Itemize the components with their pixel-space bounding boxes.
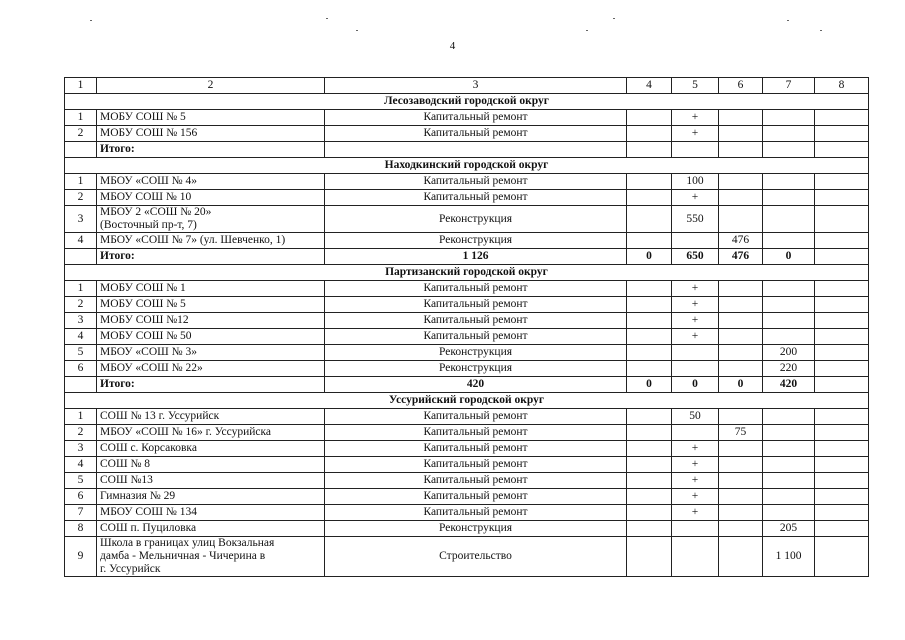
- col-4-value: [627, 174, 672, 190]
- total-sum: 1 126: [325, 249, 627, 265]
- table-row: [65, 206, 869, 233]
- school-name: МОБУ СОШ № 5: [97, 110, 325, 126]
- col-5-value: 100: [672, 174, 719, 190]
- section-header-row: [65, 393, 869, 409]
- col-8-value: [815, 425, 869, 441]
- total-label: Итого:: [97, 142, 325, 158]
- school-name: МОБУ СОШ № 1: [97, 281, 325, 297]
- table-row: [65, 313, 869, 329]
- work-type: Капитальный ремонт: [325, 313, 627, 329]
- col-7-value: [763, 126, 815, 142]
- row-number: 9: [65, 537, 97, 577]
- name-line: МБОУ 2 «СОШ № 20»: [100, 206, 212, 218]
- school-name: МБОУ СОШ № 10: [97, 190, 325, 206]
- work-type: Капитальный ремонт: [325, 425, 627, 441]
- row-number: 3: [65, 206, 97, 233]
- col-7-value: [763, 110, 815, 126]
- table-row: [65, 281, 869, 297]
- row-number: 7: [65, 505, 97, 521]
- col-4-value: [627, 190, 672, 206]
- row-number: 2: [65, 190, 97, 206]
- row-number: 6: [65, 361, 97, 377]
- col-5-value: 50: [672, 409, 719, 425]
- work-type: Реконструкция: [325, 233, 627, 249]
- col-7-value: [763, 505, 815, 521]
- school-name: СОШ № 8: [97, 457, 325, 473]
- work-type: Капитальный ремонт: [325, 126, 627, 142]
- col-5-value: +: [672, 505, 719, 521]
- col-5-value: +: [672, 457, 719, 473]
- col-7-value: [763, 489, 815, 505]
- row-number: 1: [65, 281, 97, 297]
- section-header-row: [65, 265, 869, 281]
- col-4-value: [627, 297, 672, 313]
- header-cell: 7: [763, 78, 815, 94]
- row-number: 2: [65, 297, 97, 313]
- col-7-value: [763, 425, 815, 441]
- col-4-value: [627, 110, 672, 126]
- col-4-value: [627, 473, 672, 489]
- work-type: Реконструкция: [325, 521, 627, 537]
- section-title: Уссурийский городской округ: [65, 393, 869, 409]
- col-5-value: +: [672, 190, 719, 206]
- school-name: СОШ № 13 г. Уссурийск: [97, 409, 325, 425]
- col-6-value: [719, 361, 763, 377]
- col-7-value: 205: [763, 521, 815, 537]
- col-8-value: [815, 126, 869, 142]
- table-row: [65, 174, 869, 190]
- row-number: 4: [65, 457, 97, 473]
- section-title: Лесозаводский городской округ: [65, 94, 869, 110]
- col-5-value: [672, 361, 719, 377]
- col-6-value: [719, 110, 763, 126]
- section-header-row: [65, 158, 869, 174]
- table-row: [65, 233, 869, 249]
- col-4-value: [627, 489, 672, 505]
- total-label: Итого:: [97, 377, 325, 393]
- row-number: 3: [65, 313, 97, 329]
- col-5-value: +: [672, 297, 719, 313]
- school-name: МБОУ «СОШ № 22»: [97, 361, 325, 377]
- col-6-value: [719, 345, 763, 361]
- col-4-value: [627, 233, 672, 249]
- col-7-value: [763, 281, 815, 297]
- col-4-value: [627, 537, 672, 577]
- col-6-value: [719, 206, 763, 233]
- col-4-value: [627, 361, 672, 377]
- work-type: Капитальный ремонт: [325, 329, 627, 345]
- col-7-value: [763, 174, 815, 190]
- col-7-value: [763, 206, 815, 233]
- school-name: СОШ п. Пуциловка: [97, 521, 325, 537]
- col-4-value: [627, 409, 672, 425]
- col-6-value: [719, 313, 763, 329]
- school-name: МБОУ «СОШ № 4»: [97, 174, 325, 190]
- col-7-value: 220: [763, 361, 815, 377]
- col-4-value: [627, 329, 672, 345]
- col-6-value: [719, 537, 763, 577]
- table-row: [65, 297, 869, 313]
- work-type: Реконструкция: [325, 361, 627, 377]
- total-col-5: 0: [672, 377, 719, 393]
- row-number: 2: [65, 425, 97, 441]
- total-row: [65, 377, 869, 393]
- work-type: Капитальный ремонт: [325, 110, 627, 126]
- col-4-value: [627, 345, 672, 361]
- col-8-value: [815, 174, 869, 190]
- header-cell: 4: [627, 78, 672, 94]
- school-name: [97, 537, 325, 577]
- school-name: СОШ с. Корсаковка: [97, 441, 325, 457]
- work-type: Капитальный ремонт: [325, 441, 627, 457]
- col-4-value: [627, 126, 672, 142]
- school-works-table: [64, 77, 869, 577]
- col-7-value: [763, 329, 815, 345]
- col-5-value: +: [672, 473, 719, 489]
- header-row: [65, 78, 869, 94]
- col-5-value: [672, 233, 719, 249]
- total-col-4: 0: [627, 377, 672, 393]
- total-col-6: 476: [719, 249, 763, 265]
- col-5-value: +: [672, 110, 719, 126]
- col-7-value: [763, 233, 815, 249]
- total-col-6: [719, 142, 763, 158]
- section-title: Партизанский городской округ: [65, 265, 869, 281]
- row-number: [65, 249, 97, 265]
- table-row: [65, 537, 869, 577]
- col-7-value: [763, 190, 815, 206]
- row-number: 4: [65, 329, 97, 345]
- table-row: [65, 457, 869, 473]
- table-row: [65, 505, 869, 521]
- col-4-value: [627, 281, 672, 297]
- total-col-7: 0: [763, 249, 815, 265]
- col-7-value: [763, 297, 815, 313]
- table-row: [65, 126, 869, 142]
- page-number: 4: [449, 40, 456, 52]
- col-5-value: [672, 345, 719, 361]
- col-8-value: [815, 110, 869, 126]
- total-row: [65, 142, 869, 158]
- school-name: МБОУ «СОШ № 16» г. Уссурийска: [97, 425, 325, 441]
- total-col-6: 0: [719, 377, 763, 393]
- header-cell: 8: [815, 78, 869, 94]
- school-name: [97, 206, 325, 233]
- school-name: МБОУ «СОШ № 7» (ул. Шевченко, 1): [97, 233, 325, 249]
- table-row: [65, 190, 869, 206]
- col-4-value: [627, 521, 672, 537]
- work-type: Капитальный ремонт: [325, 281, 627, 297]
- total-sum: [325, 142, 627, 158]
- school-name: МБОУ СОШ № 134: [97, 505, 325, 521]
- col-7-value: [763, 473, 815, 489]
- work-type: Реконструкция: [325, 206, 627, 233]
- col-6-value: [719, 126, 763, 142]
- school-name: МБОУ «СОШ № 3»: [97, 345, 325, 361]
- work-type: Реконструкция: [325, 345, 627, 361]
- total-col-7: [763, 142, 815, 158]
- col-8-value: [815, 233, 869, 249]
- col-5-value: +: [672, 281, 719, 297]
- col-6-value: [719, 489, 763, 505]
- col-6-value: 476: [719, 233, 763, 249]
- total-col-8: [815, 249, 869, 265]
- name-line: г. Уссурийск: [100, 563, 161, 575]
- col-5-value: [672, 537, 719, 577]
- col-8-value: [815, 281, 869, 297]
- row-number: 1: [65, 174, 97, 190]
- work-type: Капитальный ремонт: [325, 489, 627, 505]
- row-number: 4: [65, 233, 97, 249]
- table-row: [65, 473, 869, 489]
- col-6-value: [719, 473, 763, 489]
- header-cell: 1: [65, 78, 97, 94]
- col-4-value: [627, 457, 672, 473]
- col-5-value: 550: [672, 206, 719, 233]
- total-col-5: 650: [672, 249, 719, 265]
- row-number: 3: [65, 441, 97, 457]
- total-label: Итого:: [97, 249, 325, 265]
- col-5-value: +: [672, 441, 719, 457]
- work-type: Капитальный ремонт: [325, 174, 627, 190]
- table-row: [65, 489, 869, 505]
- table-row: [65, 425, 869, 441]
- header-cell: 5: [672, 78, 719, 94]
- total-sum: 420: [325, 377, 627, 393]
- col-8-value: [815, 206, 869, 233]
- col-6-value: [719, 521, 763, 537]
- col-6-value: [719, 441, 763, 457]
- col-7-value: [763, 409, 815, 425]
- col-8-value: [815, 313, 869, 329]
- total-col-5: [672, 142, 719, 158]
- total-col-4: 0: [627, 249, 672, 265]
- col-5-value: +: [672, 313, 719, 329]
- table-row: [65, 441, 869, 457]
- name-line: Школа в границах улиц Вокзальная: [100, 537, 275, 549]
- col-8-value: [815, 473, 869, 489]
- row-number: 1: [65, 409, 97, 425]
- work-type: Капитальный ремонт: [325, 505, 627, 521]
- section-header-row: [65, 94, 869, 110]
- table-row: [65, 345, 869, 361]
- col-8-value: [815, 441, 869, 457]
- col-7-value: 200: [763, 345, 815, 361]
- col-8-value: [815, 537, 869, 577]
- row-number: [65, 377, 97, 393]
- col-7-value: [763, 457, 815, 473]
- col-6-value: [719, 329, 763, 345]
- col-5-value: [672, 425, 719, 441]
- col-8-value: [815, 409, 869, 425]
- total-col-8: [815, 377, 869, 393]
- col-8-value: [815, 329, 869, 345]
- col-5-value: [672, 521, 719, 537]
- col-5-value: +: [672, 329, 719, 345]
- col-7-value: [763, 313, 815, 329]
- work-type: Капитальный ремонт: [325, 473, 627, 489]
- col-5-value: +: [672, 126, 719, 142]
- col-8-value: [815, 345, 869, 361]
- header-cell: 3: [325, 78, 627, 94]
- total-col-8: [815, 142, 869, 158]
- row-number: 1: [65, 110, 97, 126]
- header-cell: 2: [97, 78, 325, 94]
- col-6-value: [719, 281, 763, 297]
- col-4-value: [627, 505, 672, 521]
- table-body: [65, 78, 869, 577]
- col-8-value: [815, 361, 869, 377]
- col-7-value: [763, 441, 815, 457]
- total-row: [65, 249, 869, 265]
- row-number: [65, 142, 97, 158]
- total-col-4: [627, 142, 672, 158]
- col-6-value: [719, 409, 763, 425]
- col-4-value: [627, 425, 672, 441]
- school-name: СОШ №13: [97, 473, 325, 489]
- section-title: Находкинский городской округ: [65, 158, 869, 174]
- col-4-value: [627, 313, 672, 329]
- total-col-7: 420: [763, 377, 815, 393]
- table-row: [65, 361, 869, 377]
- col-8-value: [815, 297, 869, 313]
- work-type: Капитальный ремонт: [325, 297, 627, 313]
- col-6-value: [719, 297, 763, 313]
- school-name: МОБУ СОШ № 5: [97, 297, 325, 313]
- row-number: 2: [65, 126, 97, 142]
- table-row: [65, 329, 869, 345]
- work-type: Капитальный ремонт: [325, 190, 627, 206]
- col-6-value: [719, 505, 763, 521]
- header-cell: 6: [719, 78, 763, 94]
- school-name: МОБУ СОШ № 156: [97, 126, 325, 142]
- work-type: Капитальный ремонт: [325, 457, 627, 473]
- col-7-value: 1 100: [763, 537, 815, 577]
- col-4-value: [627, 206, 672, 233]
- col-8-value: [815, 505, 869, 521]
- work-type: Строительство: [325, 537, 627, 577]
- table-row: [65, 409, 869, 425]
- work-type: Капитальный ремонт: [325, 409, 627, 425]
- col-8-value: [815, 457, 869, 473]
- col-8-value: [815, 190, 869, 206]
- school-name: МОБУ СОШ №12: [97, 313, 325, 329]
- col-6-value: [719, 190, 763, 206]
- table-row: [65, 110, 869, 126]
- col-6-value: 75: [719, 425, 763, 441]
- name-line: дамба - Мельничная - Чичерина в: [100, 550, 266, 562]
- col-4-value: [627, 441, 672, 457]
- col-8-value: [815, 489, 869, 505]
- col-6-value: [719, 457, 763, 473]
- col-8-value: [815, 521, 869, 537]
- row-number: 5: [65, 345, 97, 361]
- school-name: МОБУ СОШ № 50: [97, 329, 325, 345]
- name-line: (Восточный пр-т, 7): [100, 219, 197, 231]
- row-number: 5: [65, 473, 97, 489]
- row-number: 8: [65, 521, 97, 537]
- col-6-value: [719, 174, 763, 190]
- col-5-value: +: [672, 489, 719, 505]
- row-number: 6: [65, 489, 97, 505]
- table-row: [65, 521, 869, 537]
- school-name: Гимназия № 29: [97, 489, 325, 505]
